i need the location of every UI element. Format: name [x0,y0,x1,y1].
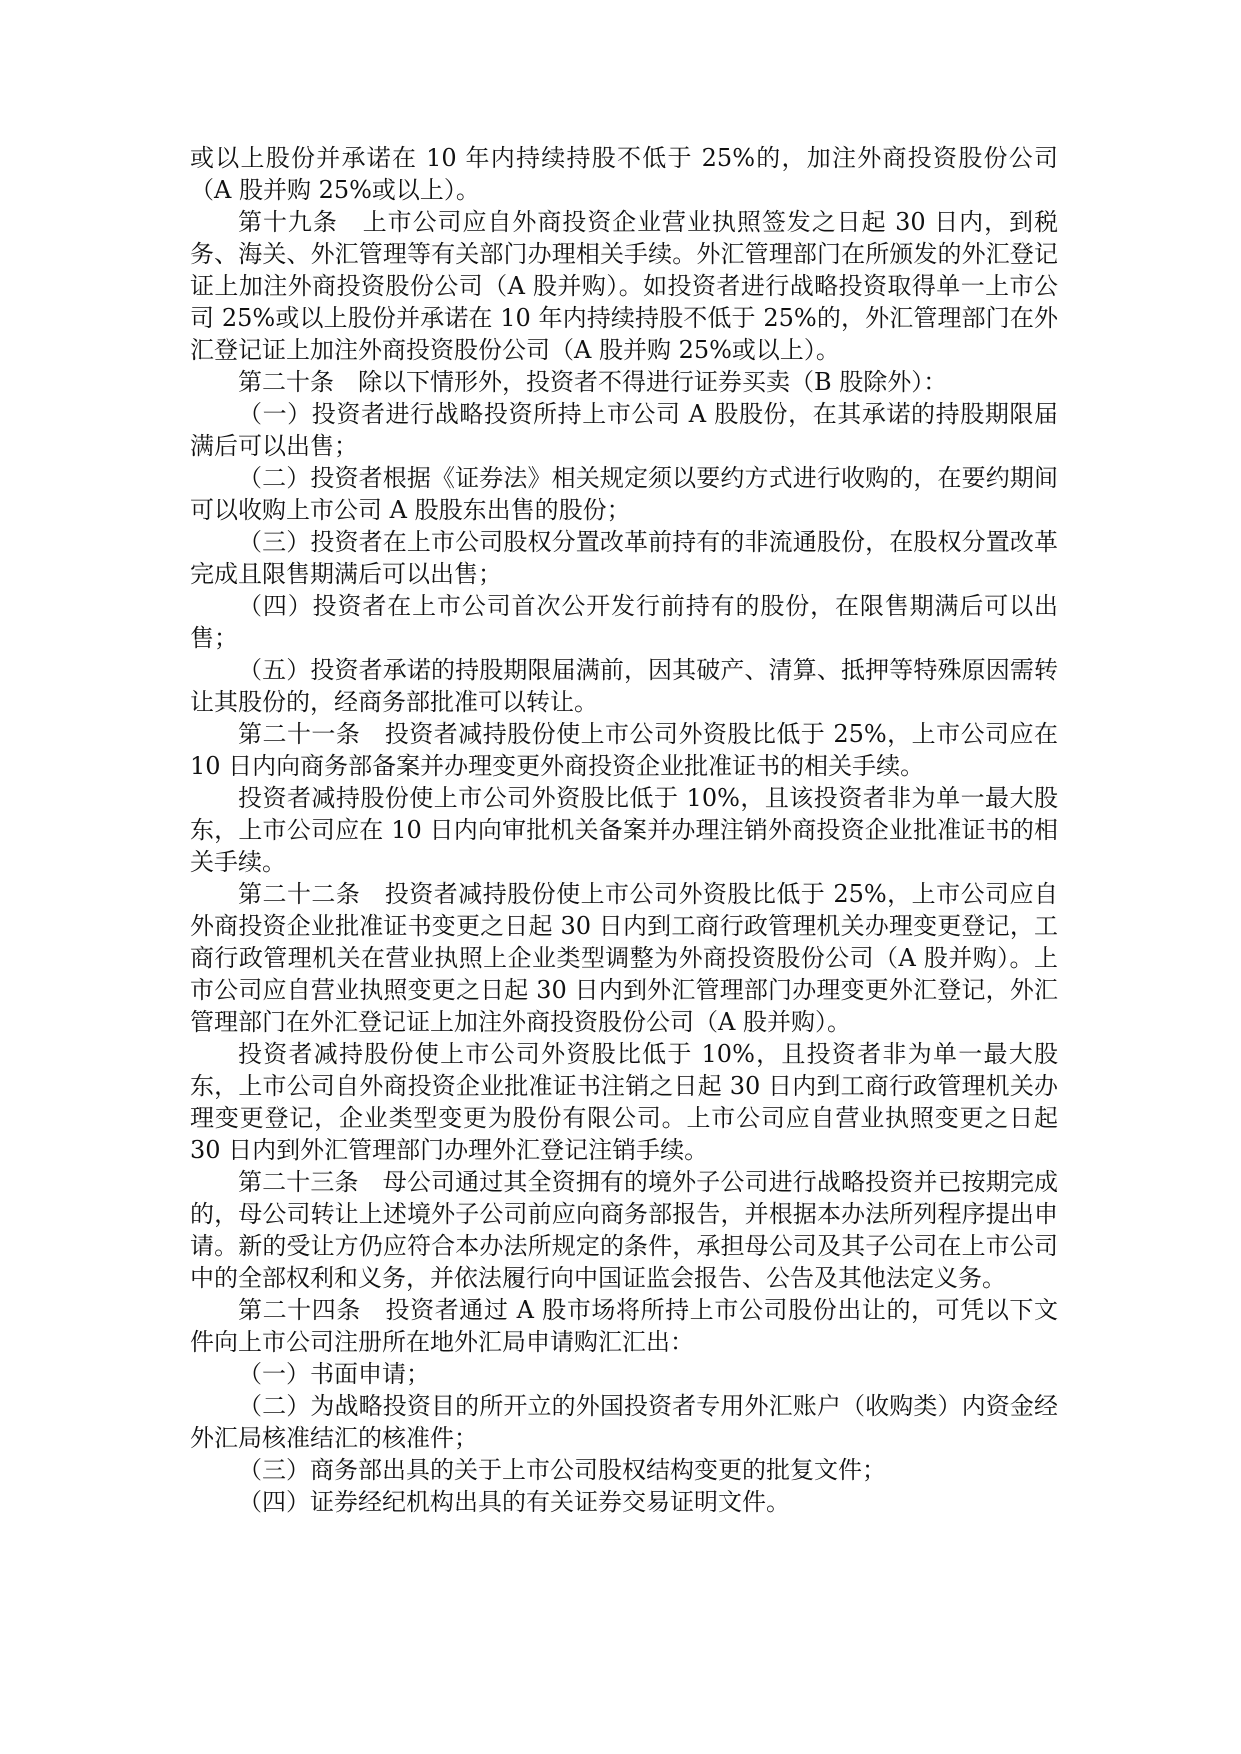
article-20-item-4: （四）投资者在上市公司首次公开发行前持有的股份，在限售期满后可以出售； [190,592,1058,652]
article-20-item-3: （三）投资者在上市公司股权分置改革前持有的非流通股份，在股权分置改革完成且限售期满后可以出售； [190,528,1058,588]
article-20: 第二十条 除以下情形外，投资者不得进行证券买卖（B 股除外）： [238,368,948,396]
article-22-para-2: 投资者减持股份使上市公司外资股比低于 10%，且投资者非为单一最大股东，上市公司自外商投资企业批准证书注销之日起 30 日内到工商行政管理机关办理变更登记，企业类型变更为股份有限公司。上市公司应自营业执照变更之日起 30 日内到外汇管理部门办理外汇登记注销手续。 [190,1040,1058,1164]
document-page [190,142,1058,1518]
article-20-item-2: （二）投资者根据《证券法》相关规定须以要约方式进行收购的，在要约期间可以收购上市公司 A 股股东出售的股份； [190,464,1058,524]
article-24-item-2: （二）为战略投资目的所开立的外国投资者专用外汇账户（收购类）内资金经外汇局核准结汇的核准件； [190,1392,1058,1452]
article-24: 第二十四条 投资者通过 A 股市场将所持上市公司股份出让的，可凭以下文件向上市公司注册所在地外汇局申请购汇汇出： [190,1296,1058,1356]
article-24-item-3: （三）商务部出具的关于上市公司股权结构变更的批复文件； [238,1456,886,1484]
article-20-item-1: （一）投资者进行战略投资所持上市公司 A 股股份，在其承诺的持股期限届满后可以出售； [190,400,1058,460]
article-24-item-4: （四）证券经纪机构出具的有关证券交易证明文件。 [238,1488,790,1516]
paragraph-1: 或以上股份并承诺在 10 年内持续持股不低于 25%的，加注外商投资股份公司（A 股并购 25%或以上）。 [190,144,1058,204]
article-23: 第二十三条 母公司通过其全资拥有的境外子公司进行战略投资并已按期完成的，母公司转让上述境外子公司前应向商务部报告，并根据本办法所列程序提出申请。新的受让方仍应符合本办法所规定的条件，承担母公司及其子公司在上市公司中的全部权利和义务，并依法履行向中国证监会报告、公告及其他法定义务。 [190,1168,1058,1292]
article-21-para-2: 投资者减持股份使上市公司外资股比低于 10%，且该投资者非为单一最大股东，上市公司应在 10 日内向审批机关备案并办理注销外商投资企业批准证书的相关手续。 [190,784,1058,876]
article-24-item-1: （一）书面申请； [238,1360,430,1388]
article-21: 第二十一条 投资者减持股份使上市公司外资股比低于 25%，上市公司应在 10 日内向商务部备案并办理变更外商投资企业批准证书的相关手续。 [190,720,1058,780]
article-22: 第二十二条 投资者减持股份使上市公司外资股比低于 25%，上市公司应自外商投资企业批准证书变更之日起 30 日内到工商行政管理机关办理变更登记，工商行政管理机关在营业执照上企业类型调整为外商投资股份公司（A 股并购）。上市公司应自营业执照变更之日起 30 日内到外汇管理部门办理变更外汇登记，外汇管理部门在外汇登记证上加注外商投资股份公司（A 股并购）。 [190,880,1058,1036]
article-19: 第十九条 上市公司应自外商投资企业营业执照签发之日起 30 日内，到税务、海关、外汇管理等有关部门办理相关手续。外汇管理部门在所颁发的外汇登记证上加注外商投资股份公司（A 股并购）。如投资者进行战略投资取得单一上市公司 25%或以上股份并承诺在 10 年内持续持股不低于 25%的，外汇管理部门在外汇登记证上加注外商投资股份公司（A 股并购 25%或以上）。 [190,208,1058,364]
article-20-item-5: （五）投资者承诺的持股期限届满前，因其破产、清算、抵押等特殊原因需转让其股份的，经商务部批准可以转让。 [190,656,1058,716]
